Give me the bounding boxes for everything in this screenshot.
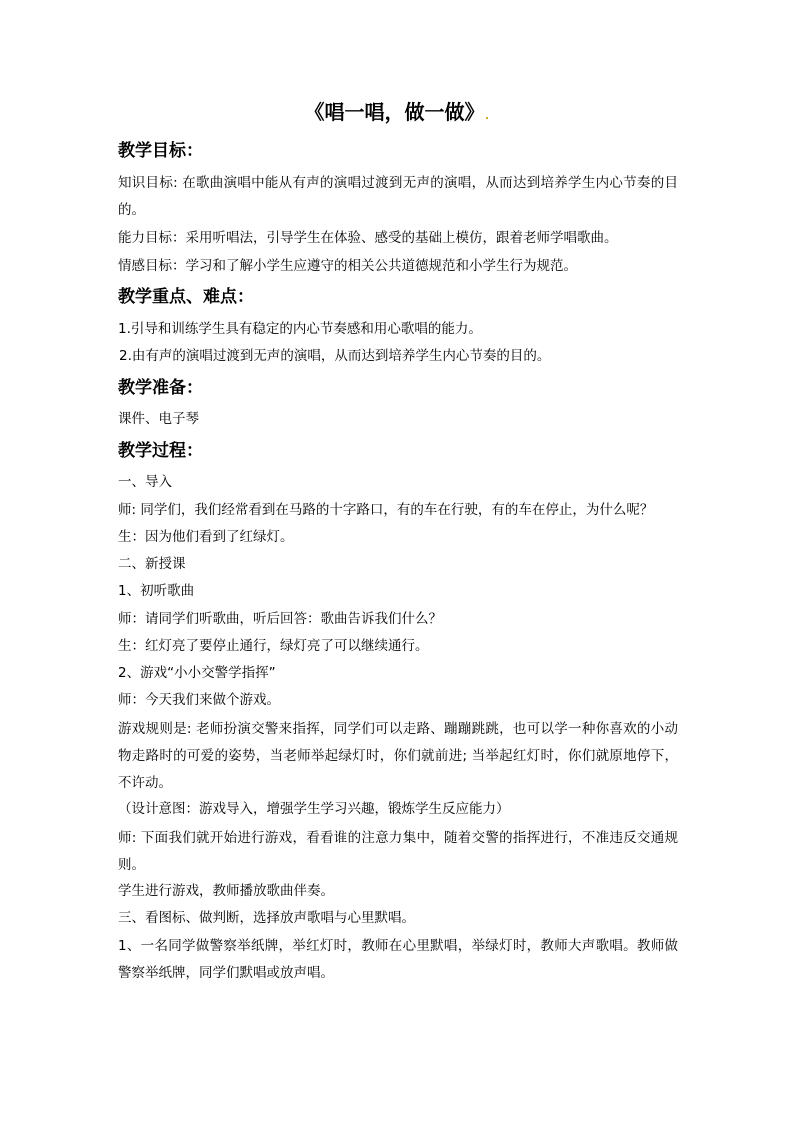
process-teacher-question: 师: 同学们，我们经常看到在马路的十字路口，有的车在行驶，有的车在停止，为什么呢？	[118, 502, 654, 518]
key-point-1: 1.引导和训练学生具有稳定的内心节奏感和用心歌唱的能力。	[118, 321, 482, 337]
process-game-title: 2、游戏“小小交警学指挥”	[118, 665, 276, 681]
document-title	[0, 98, 794, 128]
process-game-rules: 游戏规则是: 老师扮演交警来指挥，同学们可以走路、蹦蹦跳跳，也可以学一种你喜欢的小动物走路时的可爱的姿势，当老师举起绿灯时，你们就前进; 当举起红灯时，你们就原地停下，不许动。	[118, 721, 678, 791]
emotion-objective: 情感目标：学习和了解小学生应遵守的相关公共道德规范和小学生行为规范。	[118, 258, 577, 274]
process-step-intro: 一、导入	[118, 474, 172, 490]
process-student-answer: 生：因为他们看到了红绿灯。	[118, 529, 294, 545]
process-design-intent: （设计意图：游戏导入，增强学生学习兴趣，锻炼学生反应能力）	[118, 801, 510, 817]
process-start-game: 师: 下面我们就开始进行游戏，看看谁的注意力集中，随着交警的指挥进行，不准违反交通规则。	[118, 830, 678, 873]
knowledge-objective: 知识目标: 在歌曲演唱中能从有声的演唱过渡到无声的演唱，从而达到培养学生内心节奏的目的。	[118, 175, 678, 218]
process-police-activity: 1、一名同学做警察举纸牌，举红灯时，教师在心里默唱，举绿灯时，教师大声歌唱。教师做警察举纸牌，同学们默唱或放声唱。	[118, 938, 678, 981]
key-points-heading: 教学重点、难点：	[118, 287, 254, 307]
process-student-reply: 生：红灯亮了要停止通行，绿灯亮了可以继续通行。	[118, 638, 429, 654]
objectives-heading: 教学目标：	[118, 141, 203, 161]
key-point-2: 2.由有声的演唱过渡到无声的演唱，从而达到培养学生内心节奏的目的。	[119, 348, 551, 364]
process-step-icons: 三、看图标、做判断，选择放声歌唱与心里默唱。	[118, 910, 415, 926]
ability-objective: 能力目标：采用听唱法，引导学生在体验、感受的基础上模仿，跟着老师学唱歌曲。	[118, 230, 618, 246]
process-students-play: 学生进行游戏，教师播放歌曲伴奏。	[118, 883, 334, 899]
title-trailing-mark: .	[484, 104, 490, 123]
process-game-intro: 师：今天我们来做个游戏。	[118, 692, 280, 708]
preparation-heading: 教学准备：	[118, 378, 203, 398]
process-first-listen: 1、初听歌曲	[118, 583, 195, 599]
document-title-text: 《唱一唱，做一做》	[304, 100, 485, 124]
process-step-new-lesson: 二、新授课	[118, 556, 186, 572]
preparation-content: 课件、电子琴	[118, 411, 199, 427]
process-teacher-listen: 师：请同学们听歌曲，听后回答：歌曲告诉我们什么？	[118, 611, 442, 627]
process-heading: 教学过程：	[118, 441, 203, 461]
